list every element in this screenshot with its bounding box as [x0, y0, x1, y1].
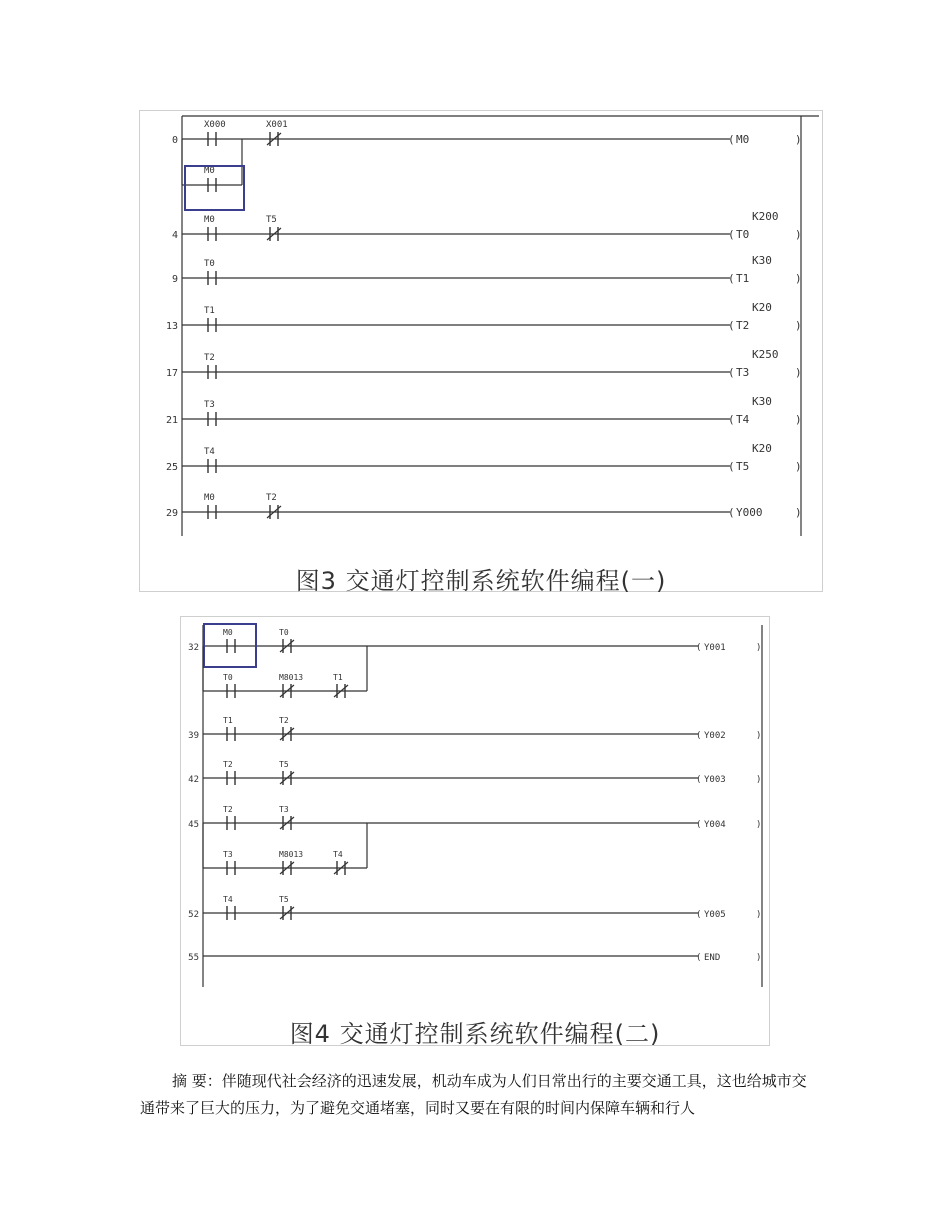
contact-label: T0 [204, 259, 215, 269]
step-number: 42 [188, 775, 199, 785]
step-number: 25 [165, 462, 178, 473]
contact-label: M8013 [279, 850, 304, 859]
step-number: 13 [165, 321, 178, 332]
contact-label: M8013 [279, 673, 304, 682]
step-number: 29 [165, 508, 178, 519]
timer-setting: K30 [752, 395, 772, 408]
timer-setting: K200 [752, 210, 779, 223]
coil-close-paren: ) [795, 366, 802, 379]
timer-setting: K20 [752, 442, 772, 455]
figure-3-caption: 图3 交通灯控制系统软件编程(一) [295, 567, 667, 595]
coil-open-paren: ( [728, 366, 735, 379]
contact-label: T3 [204, 400, 215, 410]
coil-open-paren: ( [696, 731, 702, 741]
coil-name: END [704, 953, 721, 963]
contact-label: T2 [279, 716, 289, 725]
coil-close-paren: ) [795, 319, 802, 332]
contact-label: T5 [279, 760, 289, 769]
ladder-diagram-2 [181, 617, 771, 1007]
contact-label: T2 [266, 493, 277, 503]
contact-label: T2 [223, 760, 233, 769]
coil-name: Y001 [704, 643, 726, 653]
coil-name: T4 [736, 413, 750, 426]
coil-open-paren: ( [728, 272, 735, 285]
coil-name: Y004 [704, 820, 726, 830]
coil-name: T5 [736, 460, 750, 473]
coil-name: T1 [736, 272, 750, 285]
coil-close-paren: ) [795, 460, 802, 473]
contact-label: M0 [223, 628, 233, 637]
contact-label: T3 [223, 850, 233, 859]
contact-label: T1 [223, 716, 233, 725]
coil-open-paren: ( [696, 775, 702, 785]
step-number: 9 [171, 274, 178, 285]
coil-close-paren: ) [756, 643, 762, 653]
figure-4-ladder-diagram [180, 616, 770, 1046]
contact-label: M0 [204, 215, 215, 225]
coil-close-paren: ) [795, 413, 802, 426]
coil-close-paren: ) [795, 228, 802, 241]
coil-name: T2 [736, 319, 750, 332]
coil-name: Y002 [704, 731, 726, 741]
step-number: 45 [188, 820, 199, 830]
coil-name: Y005 [704, 910, 726, 920]
abstract-text: 伴随现代社会经济的迅速发展，机动车成为人们日常出行的主要交通工具，这也给城市交通带来了巨大的压力，为了避免交通堵塞，同时又要在有限的时间内保障车辆和行人 [140, 1072, 807, 1117]
coil-close-paren: ) [756, 775, 762, 785]
step-number: 39 [188, 731, 199, 741]
timer-setting: K20 [752, 301, 772, 314]
coil-name: M0 [736, 133, 750, 146]
contact-label: T2 [204, 353, 215, 363]
step-number: 4 [171, 230, 178, 241]
coil-open-paren: ( [696, 910, 702, 920]
coil-close-paren: ) [756, 731, 762, 741]
contact-label: T2 [223, 805, 233, 814]
contact-label: T5 [266, 215, 277, 225]
coil-open-paren: ( [696, 820, 702, 830]
coil-close-paren: ) [795, 506, 802, 519]
timer-setting: K30 [752, 254, 772, 267]
step-number: 0 [171, 135, 178, 146]
contact-label: T5 [279, 895, 289, 904]
coil-name: T0 [736, 228, 750, 241]
step-number: 55 [188, 953, 199, 963]
contact-label: M0 [204, 166, 215, 176]
step-number: 32 [188, 643, 199, 653]
contact-label: T1 [204, 306, 215, 316]
contact-label: T4 [223, 895, 233, 904]
abstract-section [140, 1068, 808, 1122]
coil-name: Y003 [704, 775, 726, 785]
coil-close-paren: ) [795, 133, 802, 146]
coil-open-paren: ( [728, 228, 735, 241]
coil-close-paren: ) [756, 820, 762, 830]
figure-3-ladder-diagram [139, 110, 823, 595]
coil-close-paren: ) [795, 272, 802, 285]
coil-open-paren: ( [696, 953, 702, 963]
step-number: 52 [188, 910, 199, 920]
coil-open-paren: ( [696, 643, 702, 653]
coil-name: T3 [736, 366, 750, 379]
ladder-diagram-1 [140, 111, 824, 551]
contact-label: T0 [223, 673, 233, 682]
timer-setting: K250 [752, 348, 779, 361]
coil-open-paren: ( [728, 413, 735, 426]
coil-close-paren: ) [756, 910, 762, 920]
contact-label: T4 [204, 447, 215, 457]
coil-open-paren: ( [728, 133, 735, 146]
contact-label: T0 [279, 628, 289, 637]
step-number: 21 [165, 415, 178, 426]
coil-close-paren: ) [756, 953, 762, 963]
contact-label: X001 [266, 120, 288, 130]
contact-label: T1 [333, 673, 343, 682]
abstract-paragraph [140, 1068, 808, 1122]
coil-open-paren: ( [728, 319, 735, 332]
contact-label: T3 [279, 805, 289, 814]
abstract-label: 摘 要： [172, 1072, 222, 1090]
contact-label: M0 [204, 493, 215, 503]
contact-label: X000 [204, 120, 226, 130]
figure-4-caption: 图4 交通灯控制系统软件编程(二) [289, 1020, 661, 1048]
step-number: 17 [165, 368, 178, 379]
coil-open-paren: ( [728, 460, 735, 473]
contact-label: T4 [333, 850, 343, 859]
coil-name: Y000 [736, 506, 763, 519]
coil-open-paren: ( [728, 506, 735, 519]
